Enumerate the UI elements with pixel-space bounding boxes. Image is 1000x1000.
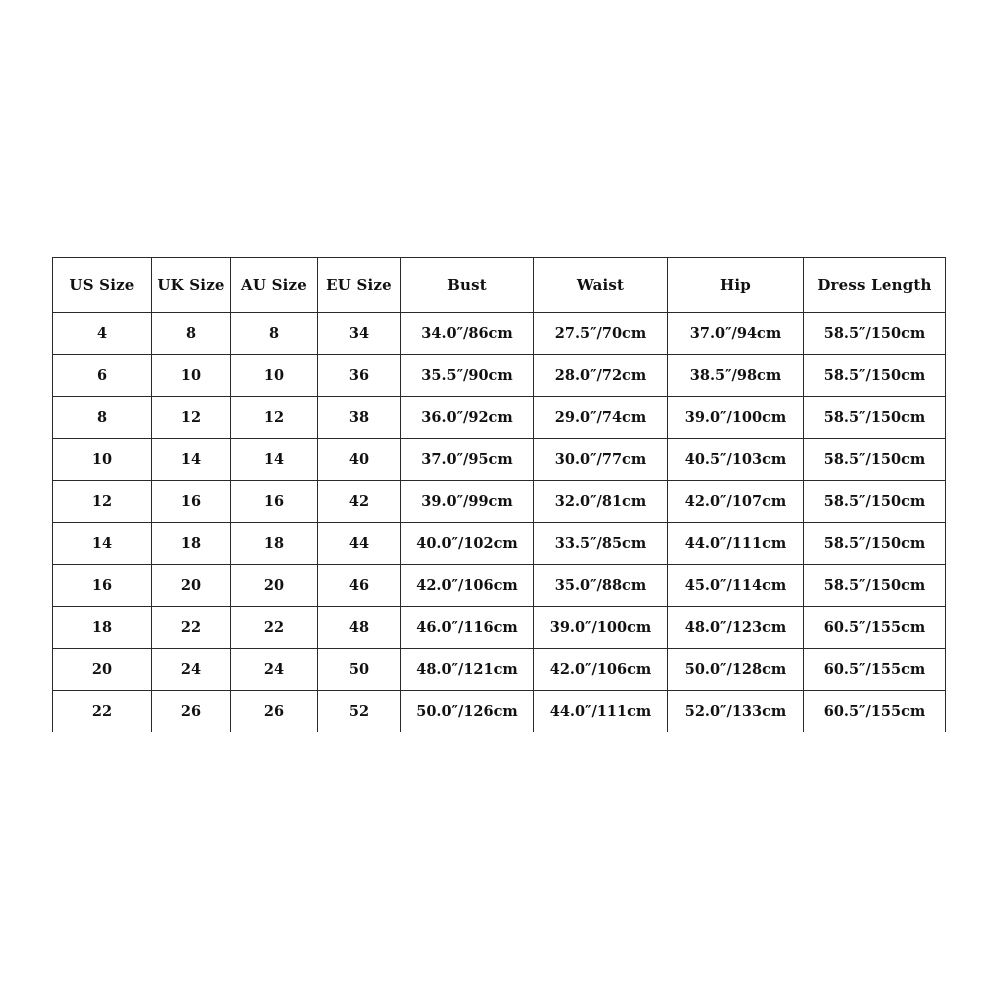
uk-size-cell: 8 (152, 313, 231, 355)
waist-cell: 42.0″/106cm (534, 649, 668, 691)
au-size-cell: 12 (231, 397, 318, 439)
dress-length-cell: 58.5″/150cm (804, 355, 946, 397)
hip-cell: 42.0″/107cm (668, 481, 804, 523)
us-size-cell: 8 (53, 397, 152, 439)
au-size-cell: 10 (231, 355, 318, 397)
table-row (53, 649, 946, 691)
uk-size-cell: 10 (152, 355, 231, 397)
hip-cell: 39.0″/100cm (668, 397, 804, 439)
au-size-cell: 18 (231, 523, 318, 565)
header-waist: Waist (534, 258, 668, 313)
hip-cell: 40.5″/103cm (668, 439, 804, 481)
au-size-cell: 26 (231, 691, 318, 733)
eu-size-cell: 48 (318, 607, 401, 649)
au-size-cell: 16 (231, 481, 318, 523)
bust-cell: 50.0″/126cm (401, 691, 534, 733)
au-size-cell: 20 (231, 565, 318, 607)
eu-size-cell: 34 (318, 313, 401, 355)
eu-size-cell: 46 (318, 565, 401, 607)
header-eu-size: EU Size (318, 258, 401, 313)
dress-length-cell: 60.5″/155cm (804, 691, 946, 733)
hip-cell: 50.0″/128cm (668, 649, 804, 691)
eu-size-cell: 50 (318, 649, 401, 691)
table-row (53, 439, 946, 481)
table-row (53, 607, 946, 649)
hip-cell: 38.5″/98cm (668, 355, 804, 397)
bust-cell: 34.0″/86cm (401, 313, 534, 355)
us-size-cell: 12 (53, 481, 152, 523)
us-size-cell: 14 (53, 523, 152, 565)
hip-cell: 45.0″/114cm (668, 565, 804, 607)
table-row (53, 397, 946, 439)
us-size-cell: 16 (53, 565, 152, 607)
au-size-cell: 8 (231, 313, 318, 355)
dress-length-cell: 60.5″/155cm (804, 607, 946, 649)
waist-cell: 27.5″/70cm (534, 313, 668, 355)
us-size-cell: 22 (53, 691, 152, 733)
waist-cell: 44.0″/111cm (534, 691, 668, 733)
bust-cell: 40.0″/102cm (401, 523, 534, 565)
table-row (53, 355, 946, 397)
uk-size-cell: 22 (152, 607, 231, 649)
dress-length-cell: 58.5″/150cm (804, 523, 946, 565)
header-bust: Bust (401, 258, 534, 313)
eu-size-cell: 40 (318, 439, 401, 481)
dress-length-cell: 58.5″/150cm (804, 397, 946, 439)
au-size-cell: 22 (231, 607, 318, 649)
size-rows (53, 313, 946, 733)
header-dress-length: Dress Length (804, 258, 946, 313)
waist-cell: 32.0″/81cm (534, 481, 668, 523)
eu-size-cell: 42 (318, 481, 401, 523)
eu-size-cell: 38 (318, 397, 401, 439)
uk-size-cell: 24 (152, 649, 231, 691)
dress-length-cell: 58.5″/150cm (804, 565, 946, 607)
au-size-cell: 24 (231, 649, 318, 691)
eu-size-cell: 36 (318, 355, 401, 397)
table-row (53, 691, 946, 733)
table-row (53, 481, 946, 523)
bust-cell: 35.5″/90cm (401, 355, 534, 397)
hip-cell: 37.0″/94cm (668, 313, 804, 355)
bust-cell: 46.0″/116cm (401, 607, 534, 649)
uk-size-cell: 18 (152, 523, 231, 565)
us-size-cell: 6 (53, 355, 152, 397)
header-uk-size: UK Size (152, 258, 231, 313)
au-size-cell: 14 (231, 439, 318, 481)
table-row (53, 313, 946, 355)
bust-cell: 37.0″/95cm (401, 439, 534, 481)
dress-length-cell: 58.5″/150cm (804, 313, 946, 355)
us-size-cell: 10 (53, 439, 152, 481)
waist-cell: 30.0″/77cm (534, 439, 668, 481)
table-row (53, 565, 946, 607)
waist-cell: 28.0″/72cm (534, 355, 668, 397)
us-size-cell: 4 (53, 313, 152, 355)
eu-size-cell: 52 (318, 691, 401, 733)
waist-cell: 35.0″/88cm (534, 565, 668, 607)
uk-size-cell: 14 (152, 439, 231, 481)
uk-size-cell: 12 (152, 397, 231, 439)
waist-cell: 39.0″/100cm (534, 607, 668, 649)
uk-size-cell: 16 (152, 481, 231, 523)
table-row (53, 523, 946, 565)
bust-cell: 42.0″/106cm (401, 565, 534, 607)
waist-cell: 29.0″/74cm (534, 397, 668, 439)
bust-cell: 48.0″/121cm (401, 649, 534, 691)
us-size-cell: 18 (53, 607, 152, 649)
waist-cell: 33.5″/85cm (534, 523, 668, 565)
hip-cell: 48.0″/123cm (668, 607, 804, 649)
bust-cell: 36.0″/92cm (401, 397, 534, 439)
uk-size-cell: 26 (152, 691, 231, 733)
hip-cell: 52.0″/133cm (668, 691, 804, 733)
header-au-size: AU Size (231, 258, 318, 313)
bust-cell: 39.0″/99cm (401, 481, 534, 523)
uk-size-cell: 20 (152, 565, 231, 607)
hip-cell: 44.0″/111cm (668, 523, 804, 565)
us-size-cell: 20 (53, 649, 152, 691)
dress-length-cell: 58.5″/150cm (804, 439, 946, 481)
header-hip: Hip (668, 258, 804, 313)
dress-length-cell: 60.5″/155cm (804, 649, 946, 691)
dress-length-cell: 58.5″/150cm (804, 481, 946, 523)
header-us-size: US Size (53, 258, 152, 313)
header-row (53, 258, 946, 313)
eu-size-cell: 44 (318, 523, 401, 565)
size-chart-table (52, 257, 946, 732)
